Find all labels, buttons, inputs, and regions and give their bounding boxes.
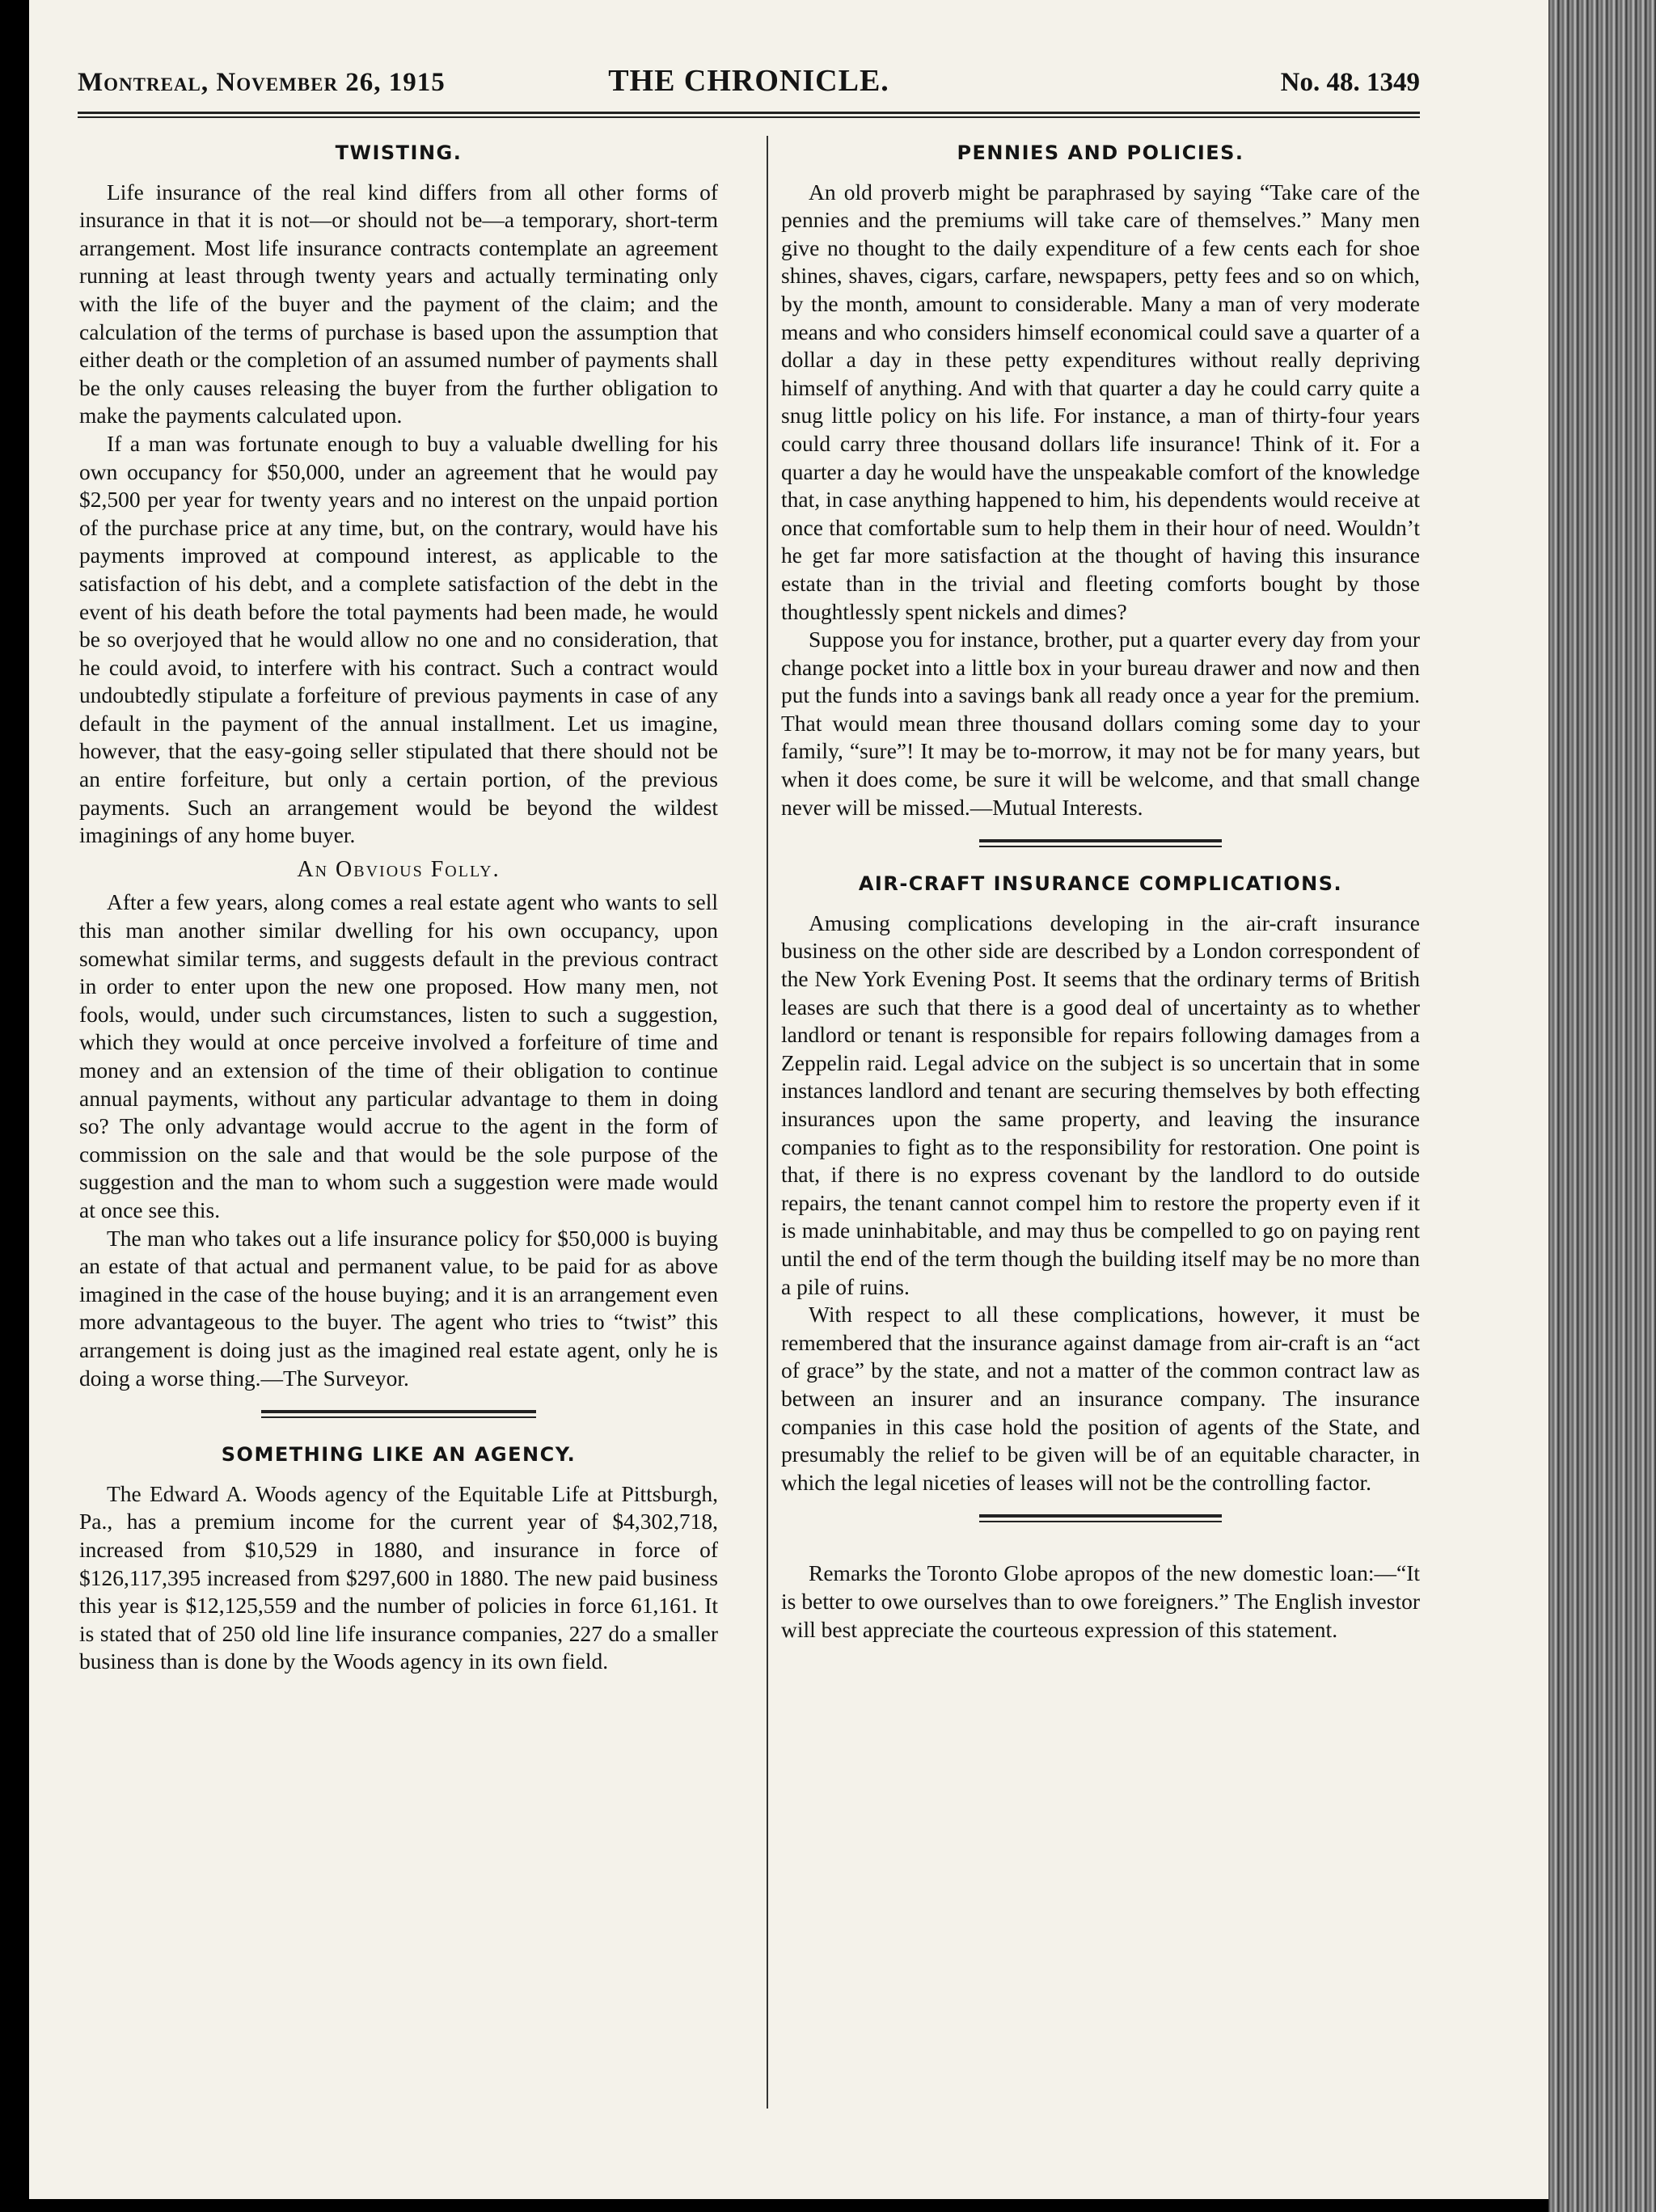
twisting-paragraph-2: If a man was fortunate enough to buy a valuable dwelling for his own occupancy for $50,000, under an agreement that he would pay $2,500 per year for twenty years and no interest on the unpaid portion of the purchase price at any time, but, on the contrary, would have his payments improved at compound interest, as applicable to the satisfaction of his debt, and a complete satisfaction of the debt in the event of his death before the total payments had been made, he would be so overjoyed that he would allow no one and no consideration, that he could avoid, to interfere with his contract. Such a contract would undoubtedly stipulate a forfeiture of previous payments in case of any default in the payment of the annual installment. Let us imagine, however, that the easy-going seller stipulated that there should not be an entire forfeiture, but only a certain portion, of the previous payments. Such an arrangement would be beyond the wildest imaginings of any home buyer. (79, 430, 718, 848)
left-column (79, 137, 718, 1676)
pennies-paragraph-1: An old proverb might be paraphrased by saying “Take care of the pennies and the premiums will take care of themselves.” Many men give no thought to the daily expenditure of a few cents each for shoe shines, shaves, cigars, carfare, newspapers, petty fees and so on which, by the month, amount to considerable. Many a man of very moderate means and who considers himself economical could save a quarter of a dollar a day in these petty expenditures without really depriving himself of anything. And with that quarter a day he could carry quite a snug little policy on his life. For instance, a man of thirty-four years could carry three thousand dollars life insurance! Think of it. For a quarter a day he would have the unspeakable comfort of the knowledge that, in case anything happened to him, his dependents would receive at once that comfortable sum to help them in their hour of need. Wouldn’t he get far more satisfaction at the thought of having this insurance estate than in the trivial and fleeting comforts bought by those thoughtlessly spent nickels and dimes? (781, 179, 1420, 624)
header-rule (78, 112, 1420, 118)
aircraft-paragraph-2: With respect to all these complications, however, it must be remembered that the insurance against damage from air-craft is an “act of grace” by the state, and not a matter of the common contract law as between an insurer and an insurance company. The insurance companies in this case hold the position of agents of the State, and presumably the relief to be given will be of an equitable character, in which the legal niceties of leases will not be the controlling factor. (781, 1302, 1420, 1495)
right-column (781, 137, 1420, 1644)
aircraft-title: AIR-CRAFT INSURANCE COMPLICATIONS. (858, 872, 1343, 896)
section-separator (261, 1410, 536, 1418)
twisting-paragraph-4: The man who takes out a life insurance policy for $50,000 is buying an estate of that actual and permanent value, to be paid for as above imagined in the case of the house buying; and it is an arrangement even more advantageous to the buyer. The agent who tries to “twist” this arrangement is doing just as the imagined real estate agent, only he is doing a worse thing.—The Surveyor. (79, 1225, 718, 1391)
header-title: THE CHRONICLE. (608, 64, 889, 98)
agency-paragraph-1: The Edward A. Woods agency of the Equitable Life at Pittsburgh, Pa., has a premium income for the current year of $4,302,718, increased from $10,529 in 1880, and insurance in force of $126,117,395 increased from $297,600 in 1880. The new paid business this year is $12,125,559 and the number of policies in force 61,161. It is stated that of 250 old line life insurance companies, 227 do a smaller business than is done by the Woods agency in its own field. (79, 1480, 718, 1674)
twisting-paragraph-1: Life insurance of the real kind differs from all other forms of insurance in that it is not—or should not be—a temporary, short-term arrangement. Most life insurance contracts contemplate an agreement running at least through twenty years and actually terminating only with the life of the buyer and the payment of the claim; and the calculation of the terms of purchase is based upon the assumption that either death or the completion of an assumed number of payments shall be the only causes releasing the buyer from the further obligation to make the payments calculated upon. (79, 179, 718, 428)
page-header (78, 63, 1420, 105)
remarks-paragraph: Remarks the Toronto Globe apropos of the new domestic loan:—“It is better to owe ourselves than to owe foreigners.” The English investor will best appreciate the courteous expression of this statement. (781, 1560, 1420, 1642)
column-divider (767, 136, 768, 2109)
twisting-paragraph-3: After a few years, along comes a real estate agent who wants to sell this man another similar dwelling for his own occupancy, upon somewhat similar terms, and suggests default in the previous contract in order to enter upon the new one proposed. How many men, not fools, would, under such circumstances, listen to such a suggestion, which they would at once perceive involved a forfeiture of time and money and an extension of the time of their obligation to continue annual payments, without any particular advantage to them in doing so? The only advantage would accrue to the agent in the form of commission on the sale and that would be the sole purpose of the suggestion and the man to whom such a suggestion were made would at once see this. (79, 889, 718, 1222)
section-separator (979, 1514, 1222, 1522)
agency-title: SOMETHING LIKE AN AGENCY. (221, 1443, 577, 1467)
obvious-folly-subhead: An Obvious Folly. (297, 856, 501, 882)
aircraft-paragraph-1: Amusing complications developing in the air-craft insurance business on the other side are described by a London correspondent of the New York Evening Post. It seems that the ordinary terms of British leases are such that there is a good deal of uncertainty as to whether landlord or tenant is responsible for repairs following damages from a Zeppelin raid. Legal advice on the subject is so uncertain that in some instances landlord and tenant are securing themselves by both effecting insurances upon the same property, and leaving the insurance companies to fight as to the responsibility for restoration. One point is that, if there is no express covenant by the landlord to do outside repairs, the tenant cannot compel him to restore the property even if it is made uninhabitable, and may thus be compelled to go on paying rent until the end of the term though the building itself may be no more than a pile of ruins. (781, 910, 1420, 1299)
header-issue-page: No. 48. 1349 (1280, 68, 1420, 97)
twisting-title: TWISTING. (335, 141, 463, 164)
pennies-paragraph-2: Suppose you for instance, brother, put a quarter every day from your change pocket into a little box in your bureau drawer and now and then put the funds into a savings bank all ready once a year for the premium. That would mean three thousand dollars coming some day to your family, “sure”! It may be to-morrow, it may not be for many years, but when it does come, be sure it will be welcome, and that small change never will be missed.—Mutual Interests. (781, 627, 1420, 820)
pennies-title: PENNIES AND POLICIES. (957, 141, 1244, 164)
book-page-edges (1548, 0, 1656, 2212)
section-separator (979, 839, 1222, 847)
header-date: Montreal, November 26, 1915 (78, 68, 446, 97)
